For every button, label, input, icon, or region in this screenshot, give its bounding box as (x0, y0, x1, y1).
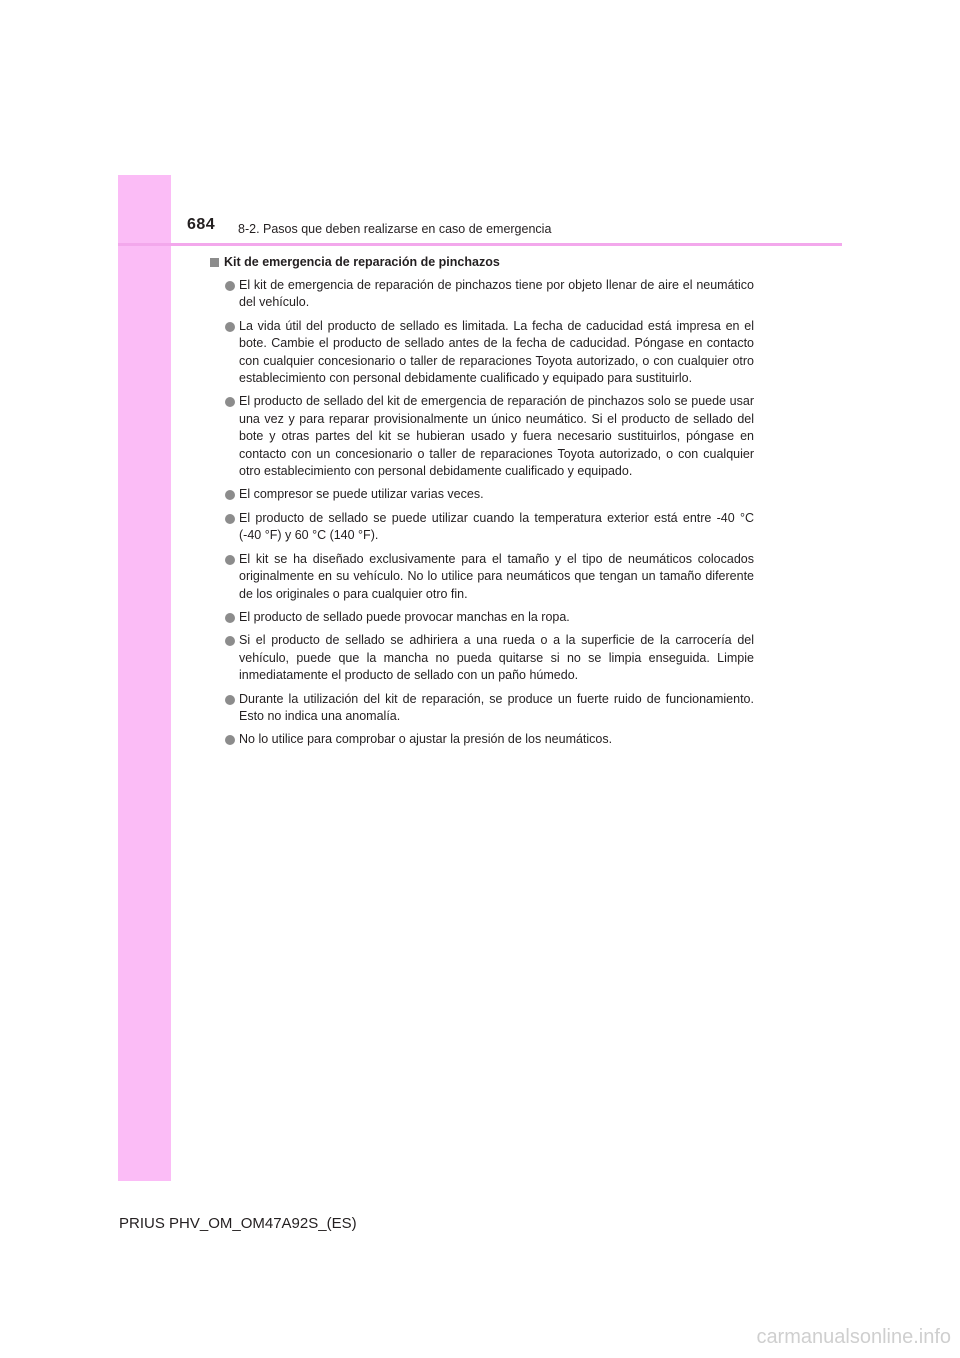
list-item-text: El compresor se puede utilizar varias veces. (239, 487, 484, 502)
list-item (210, 318, 754, 388)
round-bullet-icon (225, 636, 235, 646)
list-item (210, 277, 754, 312)
round-bullet-icon (225, 555, 235, 565)
list-item (210, 632, 754, 684)
list-item-text: El producto de sellado del kit de emergencia de reparación de pinchazos solo se puede usar una vez y para reparar provisionalmente un único neumático. Si el producto de sellado del bote y otras partes del kit se hubieran usado y fuera necesario sustituirlos, póngase en contacto con un concesionario o taller de reparaciones Toyota autorizado, o con cualquier otro establecimiento con personal debidamente cualificado y equipado. (239, 394, 754, 479)
round-bullet-icon (225, 322, 235, 332)
list-item (210, 486, 754, 503)
round-bullet-icon (225, 613, 235, 623)
list-item-text: Durante la utilización del kit de reparación, se produce un fuerte ruido de funcionamiento. Esto no indica una anomalía. (239, 691, 754, 723)
round-bullet-icon (225, 490, 235, 500)
list-item (210, 551, 754, 603)
list-item-text: El kit se ha diseñado exclusivamente para el tamaño y el tipo de neumáticos colocados originalmente en su vehículo. No lo utilice para neumáticos que tengan un tamaño diferente de los originales o para cualquier otro fin. (239, 551, 754, 601)
section-heading-text: Kit de emergencia de reparación de pinchazos (224, 255, 500, 269)
list-item-text: No lo utilice para comprobar o ajustar la presión de los neumáticos. (239, 732, 613, 747)
round-bullet-icon (225, 695, 235, 705)
header-rule (118, 243, 842, 246)
list-item-text: El kit de emergencia de reparación de pinchazos tiene por objeto llenar de aire el neumático del vehículo. (239, 278, 754, 310)
section-title: 8-2. Pasos que deben realizarse en caso de emergencia (238, 222, 552, 236)
side-color-strip (118, 175, 171, 1181)
round-bullet-icon (225, 281, 235, 291)
list-item-text: El producto de sellado se puede utilizar cuando la temperatura exterior está entre -40 °C (-40 °F) y 60 °C (140 °F). (239, 510, 754, 543)
footer-doc-code: PRIUS PHV_OM_OM47A92S_(ES) (119, 1215, 357, 1232)
page-number: 684 (187, 216, 216, 233)
list-item (210, 510, 754, 545)
main-content (210, 254, 754, 755)
list-item (210, 609, 754, 626)
round-bullet-icon (225, 735, 235, 745)
round-bullet-icon (225, 397, 235, 407)
list-item (210, 393, 754, 480)
bullet-list (210, 277, 754, 749)
list-item-text: Si el producto de sellado se adhiriera a una rueda o a la superficie de la carrocería del vehículo, puede que la mancha no pueda quitarse si no se limpia enseguida. Limpie inmediatamente el producto de sellado con un paño húmedo. (239, 633, 754, 683)
list-item-text: El producto de sellado puede provocar manchas en la ropa. (239, 609, 570, 624)
round-bullet-icon (225, 514, 235, 524)
list-item-text: La vida útil del producto de sellado es limitada. La fecha de caducidad está impresa en el bote. Cambie el producto de sellado antes de la fecha de caducidad. Póngase en contacto con cualquier concesionario o taller de reparaciones Toyota autorizado, o con cualquier otro establecimiento con personal debidamente cualificado y equipado para sustituirlo. (239, 318, 754, 386)
square-bullet-icon (210, 258, 219, 267)
list-item (210, 731, 754, 748)
watermark: carmanualsonline.info (756, 1326, 951, 1348)
list-item (210, 691, 754, 726)
section-heading (210, 254, 754, 271)
